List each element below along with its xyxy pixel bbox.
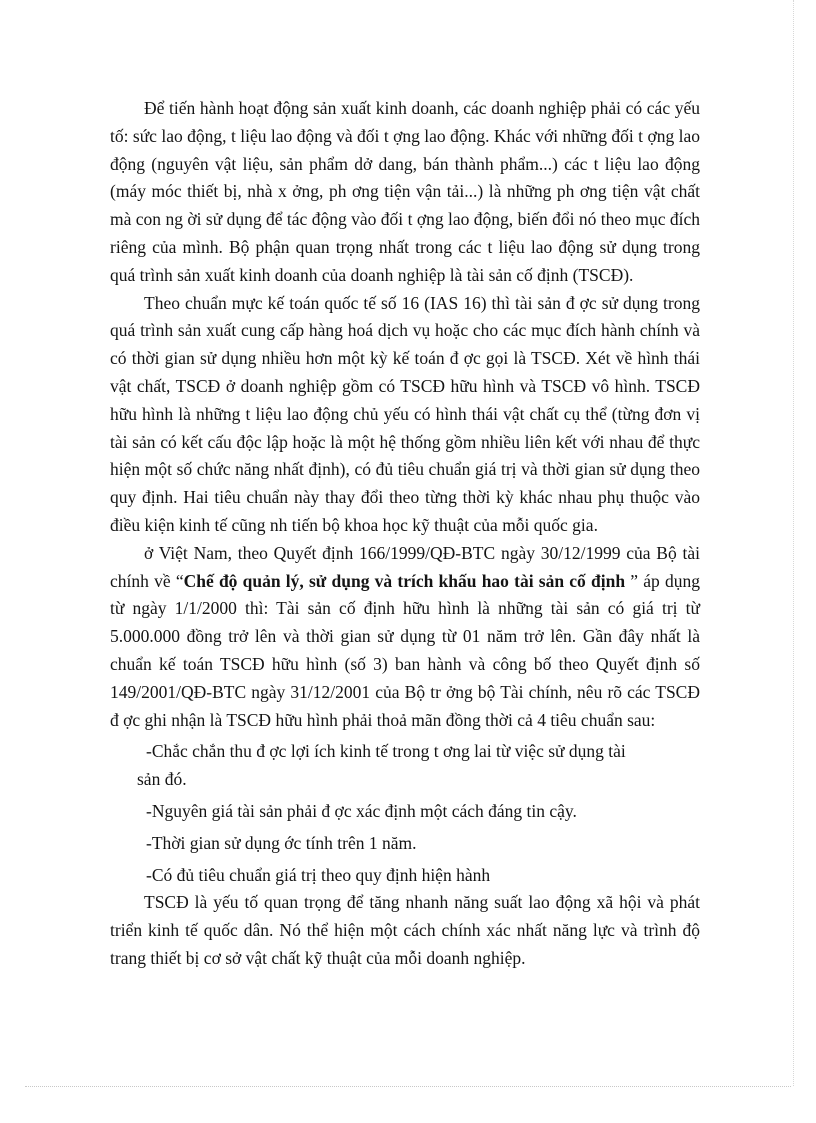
criterion-1: -Chắc chắn thu đ ợc lợi ích kinh tế trong t ơng lai từ việc sử dụng tài <box>146 741 626 762</box>
criterion-3: -Thời gian sử dụng ớc tính trên 1 năm. <box>146 832 417 853</box>
document-page <box>110 95 700 973</box>
page-bottom-border <box>25 1086 791 1087</box>
paragraph-conclusion: TSCĐ là yếu tố quan trọng để tăng nhanh năng suất lao động xã hội và phát triển kinh tế quốc dân. Nó thể hiện một cách chính xác nhất năng lực và trình độ trang thiết bị cơ sở vật chất kỹ thuật của mỗi doanh nghiệp. <box>110 892 700 968</box>
paragraph-ias16: Theo chuẩn mực kế toán quốc tế số 16 (IAS 16) thì tài sản đ ợc sử dụng trong quá trình sản xuất cung cấp hàng hoá dịch vụ hoặc cho các mục đích hành chính và có thời gian sử dụng nhiều hơn một kỳ kế toán đ ợc gọi là TSCĐ. Xét về hình thái vật chất, TSCĐ ở doanh nghiệp gồm có TSCĐ hữu hình và TSCĐ vô hình. TSCĐ hữu hình là những t liệu lao động chủ yếu có hình thái vật chất cụ thể (từng đơn vị tài sản có kết cấu độc lập hoặc là một hệ thống gồm nhiều liên kết với nhau để thực hiện một số chức năng nhất định), có đủ tiêu chuẩn giá trị và thời gian sử dụng theo quy định. Hai tiêu chuẩn này thay đổi theo từng thời kỳ khác nhau phụ thuộc vào điều kiện kinh tế cũng nh tiến bộ khoa học kỹ thuật của mỗi quốc gia. <box>110 292 700 535</box>
paragraph-vietnam-text-start: ở Việt Nam, theo Quyết định 166/1999/QĐ-BTC ngày 30/12/1999 của Bộ tài chính về “ <box>110 542 700 591</box>
criterion-2: -Nguyên giá tài sản phải đ ợc xác định một cách đáng tin cậy. <box>146 800 577 821</box>
page-right-border <box>793 0 794 1086</box>
paragraph-vietnam-text-end: ” áp dụng từ ngày 1/1/2000 thì: Tài sản cố định hữu hình là những tài sản có giá trị từ 5.000.000 đồng trở lên và thời gian sử dụng từ 01 năm trở lên. Gần đây nhất là chuẩn kế toán TSCĐ hữu hình (số 3) ban hành và công bố theo Quyết định số 149/2001/QĐ-BTC ngày 31/12/2001 của Bộ tr ởng bộ Tài chính, nêu rõ các TSCĐ đ ợc ghi nhận là TSCĐ hữu hình phải thoả mãn đồng thời cả 4 tiêu chuẩn sau: <box>110 570 700 730</box>
criterion-1-continued: sản đó. <box>137 769 187 790</box>
criterion-4: -Có đủ tiêu chuẩn giá trị theo quy định hiện hành <box>146 864 491 885</box>
regulation-title: Chế độ quản lý, sử dụng và trích khấu hao tài sản cố định <box>183 570 626 591</box>
paragraph-vietnam-regulation <box>110 540 700 735</box>
paragraph-intro: Để tiến hành hoạt động sản xuất kinh doanh, các doanh nghiệp phải có các yếu tố: sức lao động, t liệu lao động và đối t ợng lao động. Khác với những đối t ợng lao động (nguyên vật liệu, sản phẩm dở dang, bán thành phẩm...) các t liệu lao động (máy móc thiết bị, nhà x ởng, ph ơng tiện vận tải...) là những ph ơng tiện vật chất mà con ng ời sử dụng để tác động vào đối t ợng lao động, biến đổi nó theo mục đích riêng của mình. Bộ phận quan trọng nhất trong các t liệu lao động sử dụng trong quá trình sản xuất kinh doanh của doanh nghiệp là tài sản cố định (TSCĐ). <box>110 98 700 285</box>
